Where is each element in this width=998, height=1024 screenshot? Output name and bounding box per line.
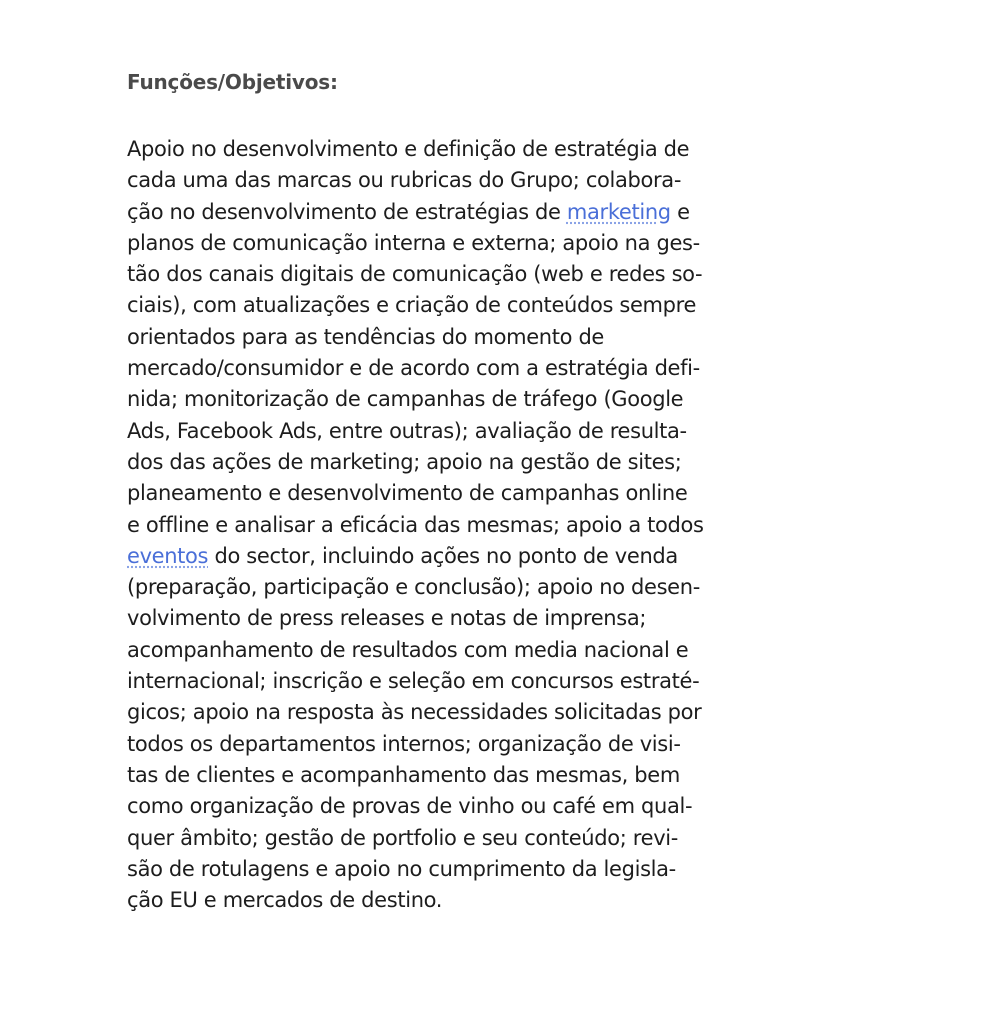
- body-paragraph: [127, 134, 807, 916]
- paragraph-line: Ads, Facebook Ads, entre outras); avaliação de resulta-: [127, 418, 687, 443]
- paragraph-line: como organização de provas de vinho ou café em qual-: [127, 794, 693, 819]
- paragraph-line: planos de comunicação interna e externa; apoio na ges-: [127, 230, 700, 255]
- paragraph-line: nida; monitorização de campanhas de tráfego (Google: [127, 387, 684, 412]
- paragraph-line: tas de clientes e acompanhamento das mesmas, bem: [127, 762, 680, 787]
- paragraph-line: ciais), com atualizações e criação de conteúdos sempre: [127, 293, 697, 318]
- paragraph-line: e offline e analisar a eficácia das mesmas; apoio a todos: [127, 512, 704, 537]
- link-marketing[interactable]: marketing: [566, 199, 671, 224]
- paragraph-line: gicos; apoio na resposta às necessidades solicitadas por: [127, 700, 702, 725]
- paragraph-line: (preparação, participação e conclusão); apoio no desen-: [127, 575, 700, 600]
- paragraph-line: dos das ações de marketing; apoio na gestão de sites;: [127, 449, 682, 474]
- paragraph-line: Apoio no desenvolvimento e definição de estratégia de: [127, 137, 690, 161]
- paragraph-line: quer âmbito; gestão de portfolio e seu conteúdo; revi-: [127, 825, 678, 850]
- section-heading: Funções/Objetivos:: [127, 70, 338, 94]
- paragraph-line: [127, 541, 807, 572]
- paragraph-line: acompanhamento de resultados com media nacional e: [127, 637, 689, 662]
- paragraph-line: internacional; inscrição e seleção em concursos estraté-: [127, 669, 700, 694]
- paragraph-line: todos os departamentos internos; organização de visi-: [127, 731, 681, 756]
- paragraph-line: planeamento e desenvolvimento de campanhas online: [127, 481, 688, 506]
- paragraph-line: mercado/consumidor e de acordo com a estratégia defi-: [127, 356, 700, 381]
- paragraph-line: [127, 197, 807, 228]
- paragraph-line: ção EU e mercados de destino.: [127, 888, 443, 913]
- paragraph-line: são de rotulagens e apoio no cumprimento da legisla-: [127, 856, 676, 881]
- paragraph-line: volvimento de press releases e notas de imprensa;: [127, 606, 647, 631]
- paragraph-line: cada uma das marcas ou rubricas do Grupo; colabora-: [127, 168, 682, 193]
- line-text: e: [670, 199, 690, 224]
- paragraph-line: tão dos canais digitais de comunicação (web e redes so-: [127, 262, 703, 287]
- link-eventos[interactable]: eventos: [127, 543, 209, 568]
- line-text: do sector, incluindo ações no ponto de venda: [208, 543, 678, 568]
- paragraph-line: orientados para as tendências do momento de: [127, 324, 604, 349]
- line-text: ção no desenvolvimento de estratégias de: [127, 199, 567, 224]
